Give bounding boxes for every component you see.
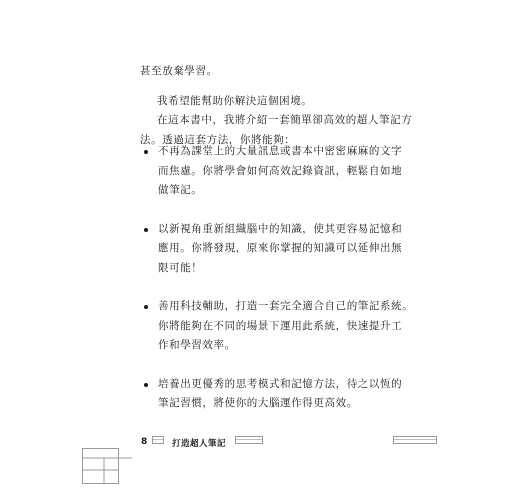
bullet-icon [144, 305, 148, 309]
list-item-line: 作和學習效率。 [158, 339, 236, 351]
paragraph-3-line-2: 法。透過這套方法，你將能夠： [140, 133, 296, 146]
list-item [140, 220, 413, 279]
running-title: 打造超人筆記 [172, 439, 227, 449]
list-item-line: 你將能夠在不同的場景下運用此系統，快速提升工 [158, 319, 403, 332]
list-item-line: 而焦慮。你將學會如何高效記錄資訊，輕鬆自如地 [158, 164, 403, 177]
list-item-line: 不再為課堂上的大量訊息或書本中密密麻麻的文字 [158, 145, 403, 157]
paragraph-3-line-1: 在這本書中，我將介紹一套簡單卻高效的超人筆記方 [157, 114, 413, 126]
list-item-line: 培養出更優秀的思考模式和記憶方法，待之以恆的 [158, 377, 403, 390]
page-number: 8 [141, 437, 148, 447]
paragraph-1 [140, 62, 218, 82]
footer-grid-graphic [82, 448, 132, 484]
paragraph-2 [157, 92, 312, 112]
list-item-line: 做筆記。 [158, 184, 203, 196]
paragraph-1-text: 甚至放棄學習。 [140, 65, 218, 77]
list-item [140, 297, 413, 356]
bullet-icon [144, 150, 148, 154]
bullet-icon [144, 228, 148, 232]
footer-rule-right [393, 436, 437, 444]
footer-rule-left [152, 436, 164, 444]
list-item [140, 142, 413, 201]
benefit-list [140, 142, 413, 414]
list-item-line: 以新視角重新組織腦中的知識，使其更容易記憶和 [158, 222, 403, 235]
footer-rule-middle [235, 436, 263, 444]
list-item-line: 應用。你將發現，原來你掌握的知識可以延伸出無 [158, 242, 403, 254]
list-item-line: 限可能！ [158, 261, 203, 274]
list-item-line: 筆記習慣，將使你的大腦運作得更高效。 [158, 397, 358, 409]
paragraph-2-text: 我希望能幫助你解決這個困境。 [157, 95, 313, 107]
list-item [140, 375, 413, 414]
list-item-line: 善用科技輔助，打造一套完全適合自己的筆記系統。 [158, 300, 414, 312]
bullet-icon [144, 383, 148, 387]
